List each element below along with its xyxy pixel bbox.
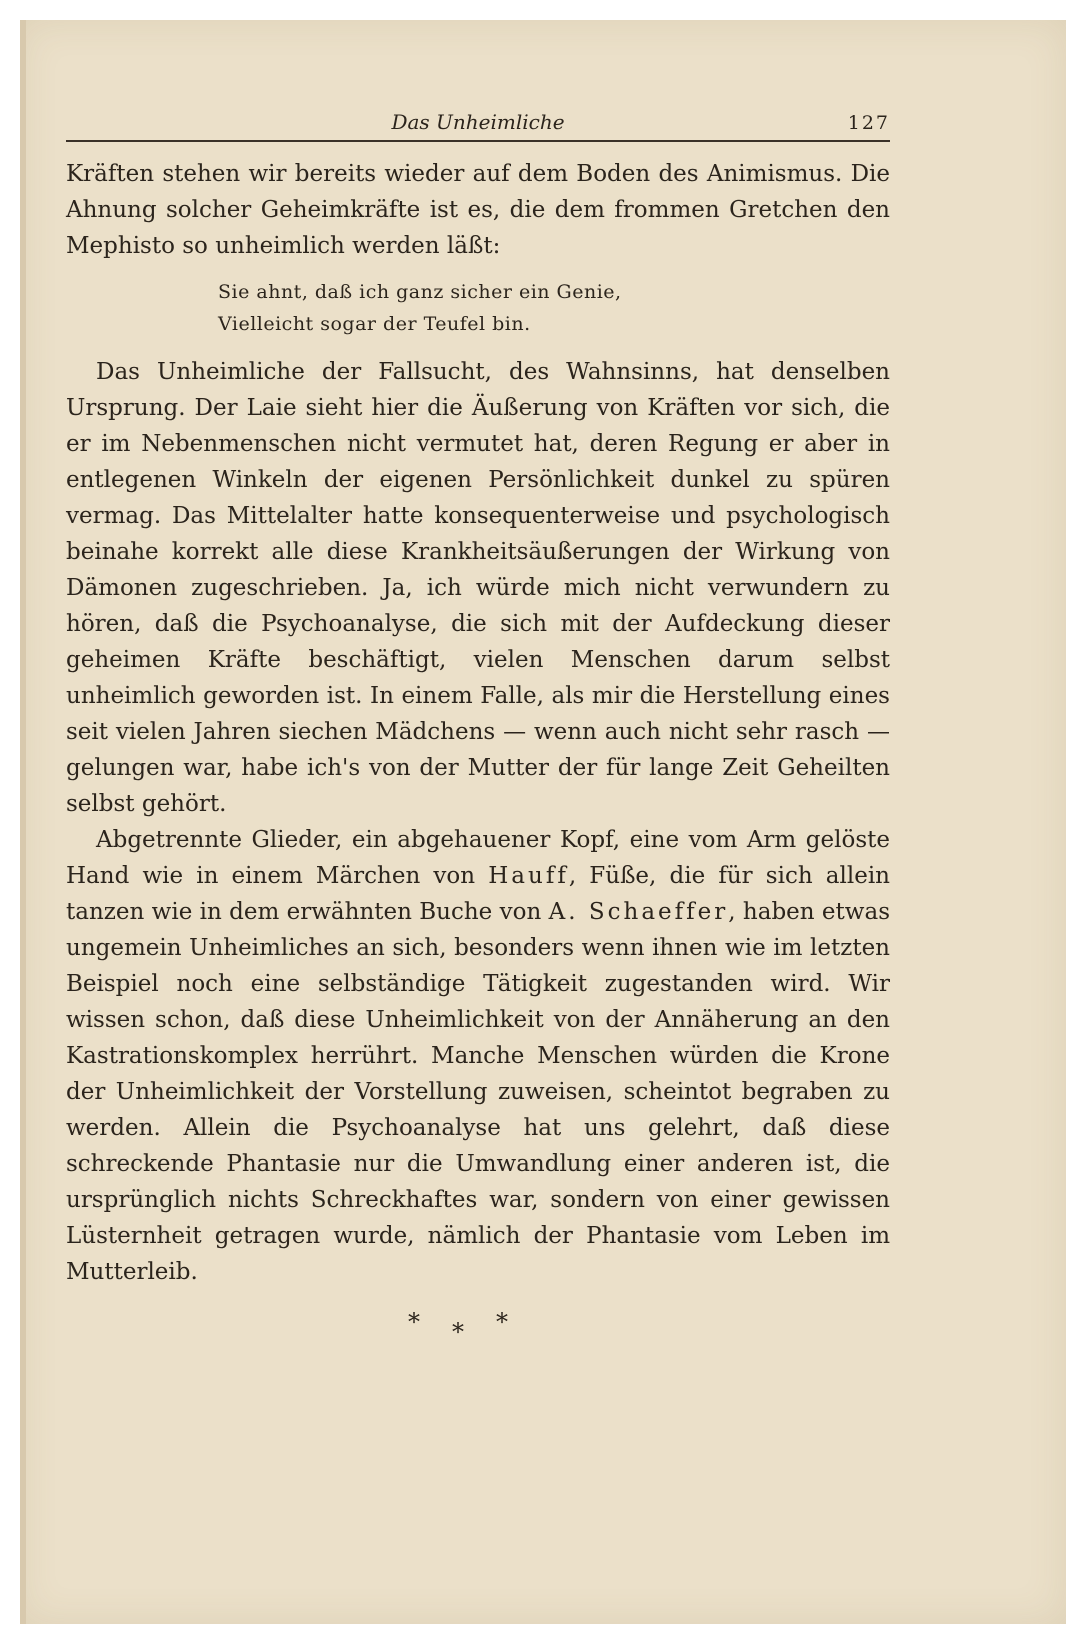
book-page — [66, 100, 890, 1368]
verse-quote — [218, 276, 890, 340]
body-text — [66, 156, 890, 1290]
running-header — [66, 100, 890, 142]
page-number: 127 — [847, 112, 890, 134]
author-name-hauff: Hauff — [488, 863, 569, 889]
verse-line: Sie ahnt, daß ich ganz sicher ein Genie, — [218, 281, 622, 303]
asterisk-mark: * — [408, 1308, 420, 1336]
section-break-asterisks — [66, 1308, 890, 1368]
paragraph-abgetrennte-glieder — [66, 822, 890, 1290]
paragraph-continued: Kräften stehen wir bereits wieder auf dem Boden des Animismus. Die Ahnung solcher Geheimkräfte ist es, die dem frommen Gretchen den Mephisto so unheimlich werden läßt: — [66, 161, 890, 259]
paragraph-text: Abgetrennte Glieder, ein abgehauener Kopf, eine vom Arm gelöste Hand wie in einem Märchen von — [66, 827, 890, 889]
asterisk-mark: * — [496, 1308, 508, 1336]
author-name-schaeffer: A. Schaeffer — [548, 899, 729, 925]
paragraph-text: , Füße, die für sich allein tanzen wie in dem erwähnten Buche von — [66, 863, 890, 925]
paragraph-fallsucht: Das Unheimliche der Fallsucht, des Wahnsinns, hat denselben Ursprung. Der Laie sieht hier die Äußerung von Kräften vor sich, die er im Nebenmenschen nicht vermutet hat, deren Regung er aber in entlegenen Winkeln der eigenen Persönlichkeit dunkel zu spüren vermag. Das Mittelalter hatte konsequenterweise und psychologisch beinahe korrekt alle diese Krankheitsäußerungen der Wirkung von Dämonen zugeschrieben. Ja, ich würde mich nicht verwundern zu hören, daß die Psychoanalyse, die sich mit der Aufdeckung dieser geheimen Kräfte beschäftigt, vielen Menschen darum selbst unheimlich geworden ist. In einem Falle, als mir die Herstellung eines seit vielen Jahren siechen Mädchens — wenn auch nicht sehr rasch — gelungen war, habe ich's von der Mutter der für lange Zeit Geheilten selbst gehört. — [66, 359, 890, 817]
page-spine-edge — [20, 20, 26, 1624]
verse-line: Vielleicht sogar der Teufel bin. — [218, 313, 531, 335]
paragraph-text: , haben etwas ungemein Unheimliches an sich, besonders wenn ihnen wie im letzten Beispiel noch eine selbständige Tätigkeit zugestanden wird. Wir wissen schon, daß diese Unheimlichkeit von der Annäherung an den Kastrationskomplex herrührt. Manche Menschen würden die Krone der Unheimlichkeit der Vorstellung zuweisen, scheintot begraben zu werden. Allein die Psychoanalyse hat uns gelehrt, daß diese schreckende Phantasie nur die Umwandlung einer anderen ist, die ursprünglich nichts Schreckhaftes war, sondern von einer gewissen Lüsternheit getragen wurde, nämlich der Phantasie vom Leben im Mutterleib. — [66, 899, 890, 1285]
running-title: Das Unheimliche — [391, 110, 565, 134]
asterisk-mark: * — [452, 1318, 464, 1346]
